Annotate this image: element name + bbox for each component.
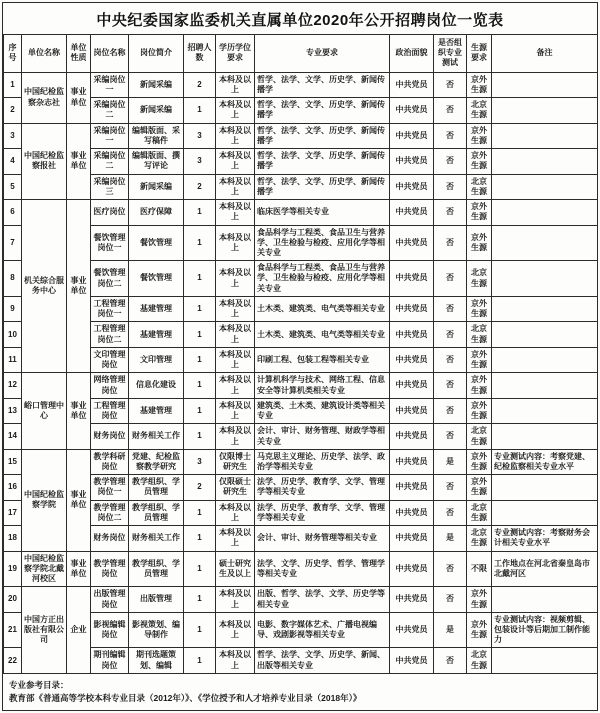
cell-source-requirement: 京外生源: [467, 373, 492, 398]
cell-professional-test: 是: [434, 449, 467, 474]
column-header: 岗位简介: [129, 35, 184, 73]
column-header: 是否组织专业测试: [434, 35, 467, 73]
cell-political-status: 中共党员: [390, 347, 434, 372]
cell-remark: [492, 373, 598, 398]
cell-headcount: 3: [184, 449, 216, 474]
cell-unit-name: 中国纪检监察报社: [22, 123, 67, 199]
cell-post-intro: 编辑版面、采写稿件: [129, 123, 184, 148]
cell-professional-test: 否: [434, 149, 467, 174]
cell-major-requirement: 临床医学等相关专业: [255, 200, 390, 225]
cell-professional-test: 否: [434, 347, 467, 372]
cell-degree-requirement: 仅限硕士研究生: [216, 475, 255, 500]
cell-political-status: 中共党员: [390, 424, 434, 449]
cell-source-requirement: 京外生源: [467, 149, 492, 174]
cell-source-requirement: 京外生源: [467, 475, 492, 500]
cell-political-status: 中共党员: [390, 648, 434, 673]
cell-degree-requirement: 本科及以上: [216, 174, 255, 199]
cell-professional-test: 否: [434, 398, 467, 423]
cell-source-requirement: 京外生源: [467, 200, 492, 225]
cell-post-intro: 财务相关工作: [129, 424, 184, 449]
column-header: 序号: [4, 35, 22, 73]
cell-row-number: 1: [4, 72, 22, 97]
cell-source-requirement: 不限: [467, 551, 492, 587]
cell-remark: 专业测试内容：考察财务会计相关专业水平: [492, 526, 598, 551]
cell-post-name: 网络管理岗位: [91, 373, 129, 398]
column-header: 政治面貌: [390, 35, 434, 73]
footer-line-1: 专业参考目录：: [9, 679, 69, 690]
cell-post-name: 教学管理岗位: [91, 551, 129, 587]
footer-note: [3, 674, 597, 711]
cell-major-requirement: 会计、审计、财务管理等相关专业: [255, 526, 390, 551]
cell-source-requirement: 北京生源: [467, 526, 492, 551]
cell-degree-requirement: 本科及以上: [216, 123, 255, 148]
cell-row-number: 18: [4, 526, 22, 551]
cell-source-requirement: 北京生源: [467, 500, 492, 525]
cell-post-name: 教学管理岗位一: [91, 475, 129, 500]
cell-post-name: 财务岗位: [91, 424, 129, 449]
cell-professional-test: 否: [434, 475, 467, 500]
cell-degree-requirement: 本科及以上: [216, 648, 255, 673]
cell-unit-nature: 事业单位: [67, 551, 91, 587]
cell-unit-name: 机关综合服务中心: [22, 200, 67, 373]
cell-post-intro: 出版管理: [129, 587, 184, 612]
cell-headcount: 1: [184, 500, 216, 525]
column-header: 专业要求: [255, 35, 390, 73]
cell-post-name: 财务岗位: [91, 526, 129, 551]
cell-degree-requirement: 硕士研究生及以上: [216, 551, 255, 587]
column-header: 单位性质: [67, 35, 91, 73]
cell-professional-test: 否: [434, 200, 467, 225]
cell-headcount: 1: [184, 261, 216, 297]
column-header: 岗位名称: [91, 35, 129, 73]
cell-degree-requirement: 本科及以上: [216, 500, 255, 525]
table-row: [4, 322, 598, 347]
cell-post-intro: 影视策划、编导制作: [129, 612, 184, 648]
cell-major-requirement: 出版、哲学、法学、文学、历史学等相关专业: [255, 587, 390, 612]
cell-remark: 工作地点在河北省秦皇岛市北戴河区: [492, 551, 598, 587]
cell-major-requirement: 哲学、法学、文学、历史学、新闻传播学: [255, 98, 390, 123]
cell-professional-test: 否: [434, 296, 467, 321]
cell-political-status: 中共党员: [390, 551, 434, 587]
cell-source-requirement: 京外生源: [467, 398, 492, 423]
cell-post-intro: 基建管理: [129, 322, 184, 347]
cell-headcount: 1: [184, 322, 216, 347]
cell-headcount: 1: [184, 612, 216, 648]
cell-source-requirement: 京外生源: [467, 587, 492, 612]
cell-post-name: 医疗岗位: [91, 200, 129, 225]
cell-headcount: 1: [184, 347, 216, 372]
table-row: [4, 98, 598, 123]
cell-row-number: 19: [4, 551, 22, 587]
cell-remark: 专业测试内容：考察党建、纪检监察相关专业水平: [492, 449, 598, 474]
table-row: [4, 398, 598, 423]
cell-major-requirement: 哲学、法学、文学、历史学、新闻传播学: [255, 174, 390, 199]
cell-headcount: 1: [184, 373, 216, 398]
cell-major-requirement: 计算机科学与技术、网络工程、信息安全等计算机类相关专业: [255, 373, 390, 398]
cell-post-intro: 编辑版面、撰写评论: [129, 149, 184, 174]
table-row: [4, 424, 598, 449]
cell-headcount: 1: [184, 200, 216, 225]
column-header: 单位名称: [22, 35, 67, 73]
cell-remark: [492, 296, 598, 321]
table-row: [4, 200, 598, 225]
cell-professional-test: 否: [434, 261, 467, 297]
document-page: [2, 2, 598, 711]
cell-post-name: 采编岗位二: [91, 98, 129, 123]
cell-post-intro: 新闻采编: [129, 98, 184, 123]
cell-unit-nature: 企业: [67, 587, 91, 674]
cell-post-name: 采编岗位一: [91, 123, 129, 148]
table-body: [4, 72, 598, 673]
cell-headcount: 1: [184, 398, 216, 423]
cell-unit-nature: 事业单位: [67, 449, 91, 551]
cell-political-status: 中共党员: [390, 98, 434, 123]
cell-major-requirement: 食品科学与工程类、食品卫生与营养学、卫生检验与检疫、应用化学等相关专业: [255, 225, 390, 261]
cell-political-status: 中共党员: [390, 261, 434, 297]
cell-unit-name: 中国纪检监察杂志社: [22, 72, 67, 123]
table-row: [4, 174, 598, 199]
cell-post-name: 采编岗位三: [91, 174, 129, 199]
cell-post-intro: 教学组织、学员管理: [129, 500, 184, 525]
cell-source-requirement: 北京生源: [467, 174, 492, 199]
cell-degree-requirement: 本科及以上: [216, 373, 255, 398]
cell-major-requirement: 马克思主义理论、历史学、法学、政治学等相关专业: [255, 449, 390, 474]
cell-row-number: 11: [4, 347, 22, 372]
cell-row-number: 17: [4, 500, 22, 525]
cell-source-requirement: 北京生源: [467, 98, 492, 123]
cell-political-status: 中共党员: [390, 526, 434, 551]
cell-source-requirement: 京外生源: [467, 449, 492, 474]
cell-row-number: 9: [4, 296, 22, 321]
cell-source-requirement: 京外生源: [467, 296, 492, 321]
cell-major-requirement: 建筑类、土木类、建筑设计类等相关专业: [255, 398, 390, 423]
cell-post-intro: 餐饮管理: [129, 261, 184, 297]
cell-post-name: 教学科研岗位: [91, 449, 129, 474]
cell-remark: [492, 587, 598, 612]
cell-headcount: 1: [184, 551, 216, 587]
cell-post-intro: 党建、纪检监察教学研究: [129, 449, 184, 474]
cell-remark: [492, 225, 598, 261]
cell-post-name: 工程管理岗位一: [91, 296, 129, 321]
table-row: [4, 123, 598, 148]
cell-major-requirement: 食品科学与工程类、食品卫生与营养学、卫生检验与检疫、应用化学等相关专业: [255, 261, 390, 297]
cell-source-requirement: 北京生源: [467, 261, 492, 297]
cell-post-name: 餐饮管理岗位一: [91, 225, 129, 261]
cell-political-status: 中共党员: [390, 612, 434, 648]
cell-degree-requirement: 本科及以上: [216, 98, 255, 123]
column-header: 备注: [492, 35, 598, 73]
cell-post-intro: 信息化建设: [129, 373, 184, 398]
cell-remark: [492, 322, 598, 347]
cell-major-requirement: 印刷工程、包装工程等相关专业: [255, 347, 390, 372]
cell-remark: [492, 261, 598, 297]
cell-row-number: 15: [4, 449, 22, 474]
cell-headcount: 1: [184, 225, 216, 261]
cell-political-status: 中共党员: [390, 449, 434, 474]
cell-unit-name: 中国纪检监察学院北戴河校区: [22, 551, 67, 587]
cell-political-status: 中共党员: [390, 475, 434, 500]
cell-post-name: 出版管理岗位: [91, 587, 129, 612]
cell-professional-test: 否: [434, 587, 467, 612]
cell-remark: [492, 475, 598, 500]
cell-unit-nature: 事业单位: [67, 123, 91, 199]
cell-remark: [492, 149, 598, 174]
cell-unit-name: 峪口管理中心: [22, 373, 67, 449]
cell-row-number: 3: [4, 123, 22, 148]
cell-professional-test: 否: [434, 72, 467, 97]
table-row: [4, 225, 598, 261]
column-header: 招聘人数: [184, 35, 216, 73]
cell-remark: [492, 72, 598, 97]
cell-professional-test: 否: [434, 123, 467, 148]
cell-major-requirement: 土木类、建筑类、电气类等相关专业: [255, 322, 390, 347]
cell-professional-test: 否: [434, 424, 467, 449]
cell-degree-requirement: 本科及以上: [216, 200, 255, 225]
cell-degree-requirement: 本科及以上: [216, 424, 255, 449]
cell-post-name: 采编岗位二: [91, 149, 129, 174]
cell-headcount: 1: [184, 587, 216, 612]
table-row: [4, 612, 598, 648]
cell-remark: [492, 500, 598, 525]
table-row: [4, 149, 598, 174]
cell-political-status: 中共党员: [390, 174, 434, 199]
cell-degree-requirement: 本科及以上: [216, 398, 255, 423]
cell-degree-requirement: 仅限博士研究生: [216, 449, 255, 474]
cell-post-name: 期刊编辑岗位: [91, 648, 129, 673]
cell-professional-test: 否: [434, 322, 467, 347]
cell-degree-requirement: 本科及以上: [216, 149, 255, 174]
cell-remark: [492, 347, 598, 372]
cell-degree-requirement: 本科及以上: [216, 347, 255, 372]
header-row: [4, 35, 598, 73]
cell-headcount: 1: [184, 648, 216, 673]
cell-post-intro: 基建管理: [129, 296, 184, 321]
table-row: [4, 347, 598, 372]
table-row: [4, 526, 598, 551]
cell-degree-requirement: 本科及以上: [216, 72, 255, 97]
cell-row-number: 7: [4, 225, 22, 261]
cell-political-status: 中共党员: [390, 149, 434, 174]
cell-headcount: 2: [184, 72, 216, 97]
cell-row-number: 22: [4, 648, 22, 673]
cell-post-name: 教学管理岗位二: [91, 500, 129, 525]
cell-unit-nature: 事业单位: [67, 200, 91, 373]
cell-professional-test: 是: [434, 612, 467, 648]
cell-degree-requirement: 本科及以上: [216, 526, 255, 551]
cell-major-requirement: 会计、审计、财务管理、财政学等相关专业: [255, 424, 390, 449]
cell-degree-requirement: 本科及以上: [216, 296, 255, 321]
cell-headcount: 2: [184, 174, 216, 199]
cell-post-name: 文印管理岗位: [91, 347, 129, 372]
recruitment-table: [3, 34, 598, 674]
cell-degree-requirement: 本科及以上: [216, 612, 255, 648]
cell-professional-test: 否: [434, 225, 467, 261]
cell-row-number: 20: [4, 587, 22, 612]
cell-professional-test: 否: [434, 174, 467, 199]
cell-source-requirement: 京外生源: [467, 347, 492, 372]
cell-major-requirement: 哲学、法学、文学、历史学、新闻传播学: [255, 123, 390, 148]
cell-headcount: 3: [184, 123, 216, 148]
cell-row-number: 5: [4, 174, 22, 199]
cell-major-requirement: 哲学、法学、文学、历史学、新闻传播学: [255, 72, 390, 97]
cell-political-status: 中共党员: [390, 123, 434, 148]
cell-major-requirement: 土木类、建筑类、电气类等相关专业: [255, 296, 390, 321]
cell-post-name: 餐饮管理岗位二: [91, 261, 129, 297]
cell-headcount: 1: [184, 424, 216, 449]
cell-remark: [492, 424, 598, 449]
cell-source-requirement: 北京生源: [467, 648, 492, 673]
cell-major-requirement: 法学、历史学、教育学、文学、管理学等相关专业: [255, 500, 390, 525]
cell-unit-nature: 事业单位: [67, 373, 91, 449]
table-row: [4, 261, 598, 297]
cell-row-number: 2: [4, 98, 22, 123]
cell-row-number: 13: [4, 398, 22, 423]
cell-source-requirement: 京外生源: [467, 225, 492, 261]
cell-post-intro: 教学组织、学员管理: [129, 475, 184, 500]
cell-row-number: 12: [4, 373, 22, 398]
cell-remark: 专业测试内容：视频剪辑、包装设计等后期加工制作能力: [492, 612, 598, 648]
table-row: [4, 587, 598, 612]
cell-post-name: 工程管理岗位: [91, 398, 129, 423]
cell-row-number: 21: [4, 612, 22, 648]
cell-post-intro: 新闻采编: [129, 72, 184, 97]
cell-source-requirement: 京外生源: [467, 123, 492, 148]
cell-source-requirement: 北京生源: [467, 322, 492, 347]
cell-political-status: 中共党员: [390, 500, 434, 525]
cell-political-status: 中共党员: [390, 225, 434, 261]
column-header: 生源要求: [467, 35, 492, 73]
cell-post-name: 采编岗位一: [91, 72, 129, 97]
cell-professional-test: 否: [434, 373, 467, 398]
cell-degree-requirement: 本科及以上: [216, 225, 255, 261]
table-row: [4, 373, 598, 398]
cell-post-intro: 期刊选题策划、编辑: [129, 648, 184, 673]
cell-unit-name: 中国方正出版社有限公司: [22, 587, 67, 674]
cell-professional-test: 否: [434, 98, 467, 123]
cell-political-status: 中共党员: [390, 322, 434, 347]
cell-post-name: 工程管理岗位二: [91, 322, 129, 347]
cell-remark: [492, 123, 598, 148]
cell-major-requirement: 哲学、法学、文学、历史学、新闻、出版等相关专业: [255, 648, 390, 673]
table-row: [4, 72, 598, 97]
cell-post-intro: 餐饮管理: [129, 225, 184, 261]
cell-post-intro: 财务相关工作: [129, 526, 184, 551]
cell-row-number: 6: [4, 200, 22, 225]
table-row: [4, 551, 598, 587]
cell-row-number: 4: [4, 149, 22, 174]
cell-unit-nature: 事业单位: [67, 72, 91, 123]
table-row: [4, 475, 598, 500]
cell-headcount: 1: [184, 98, 216, 123]
cell-unit-name: 中国纪检监察学院: [22, 449, 67, 551]
cell-political-status: 中共党员: [390, 398, 434, 423]
cell-political-status: 中共党员: [390, 72, 434, 97]
cell-degree-requirement: 本科及以上: [216, 587, 255, 612]
cell-degree-requirement: 本科及以上: [216, 261, 255, 297]
cell-row-number: 14: [4, 424, 22, 449]
table-row: [4, 500, 598, 525]
footer-line-2: 教育部《普通高等学校本科专业目录（2012年）》、《学位授予和人才培养专业目录（2018年）》: [9, 692, 362, 703]
cell-political-status: 中共党员: [390, 200, 434, 225]
cell-remark: [492, 398, 598, 423]
cell-post-name: 影视编辑岗位: [91, 612, 129, 648]
cell-professional-test: 否: [434, 500, 467, 525]
cell-major-requirement: 哲学、法学、文学、历史学、新闻传播学: [255, 149, 390, 174]
cell-major-requirement: 法学、文学、历史学、哲学、管理学等相关专业: [255, 551, 390, 587]
table-row: [4, 449, 598, 474]
table-row: [4, 296, 598, 321]
cell-row-number: 16: [4, 475, 22, 500]
cell-remark: [492, 98, 598, 123]
cell-headcount: 1: [184, 526, 216, 551]
cell-post-intro: 医疗保障: [129, 200, 184, 225]
cell-post-intro: 基建管理: [129, 398, 184, 423]
cell-headcount: 2: [184, 475, 216, 500]
column-header: 学历学位要求: [216, 35, 255, 73]
cell-post-intro: 文印管理: [129, 347, 184, 372]
cell-major-requirement: 法学、历史学、教育学、文学、管理学等相关专业: [255, 475, 390, 500]
cell-source-requirement: 北京生源: [467, 424, 492, 449]
cell-source-requirement: 京外生源: [467, 612, 492, 648]
cell-professional-test: 否: [434, 648, 467, 673]
cell-remark: [492, 174, 598, 199]
cell-degree-requirement: 本科及以上: [216, 322, 255, 347]
cell-headcount: 3: [184, 149, 216, 174]
cell-headcount: 1: [184, 296, 216, 321]
cell-remark: [492, 200, 598, 225]
cell-post-intro: 教学组织、学员管理: [129, 551, 184, 587]
page-title: 中央纪委国家监委机关直属单位2020年公开招聘岗位一览表: [96, 12, 504, 29]
cell-political-status: 中共党员: [390, 587, 434, 612]
cell-professional-test: 否: [434, 551, 467, 587]
cell-source-requirement: 京外生源: [467, 72, 492, 97]
cell-post-intro: 新闻采编: [129, 174, 184, 199]
cell-row-number: 10: [4, 322, 22, 347]
cell-political-status: 中共党员: [390, 296, 434, 321]
cell-political-status: 中共党员: [390, 373, 434, 398]
cell-professional-test: 是: [434, 526, 467, 551]
cell-row-number: 8: [4, 261, 22, 297]
cell-major-requirement: 电影、数字媒体艺术、广播电视编导、戏剧影视等相关专业: [255, 612, 390, 648]
